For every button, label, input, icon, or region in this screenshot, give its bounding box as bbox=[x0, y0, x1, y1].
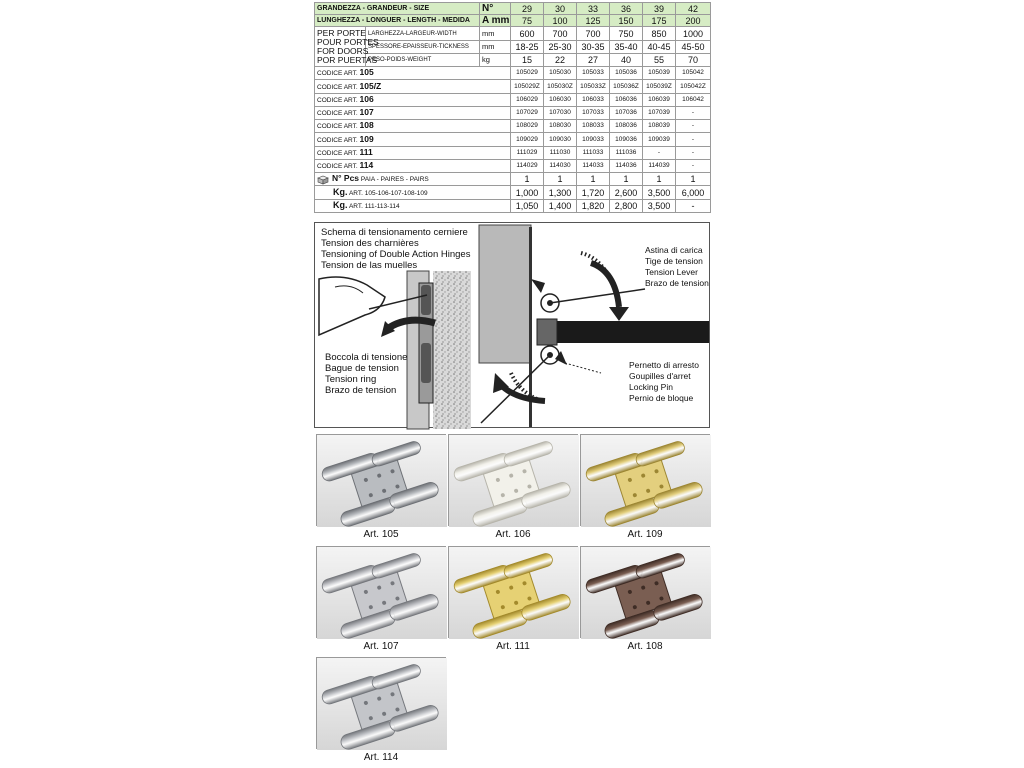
door-spec-value: 700 bbox=[544, 27, 577, 40]
size-row bbox=[315, 3, 711, 15]
weight-row bbox=[315, 199, 711, 212]
locking-pin-label: Pernetto di arresto Goupilles d'arret Locking Pin Pernio de bloque bbox=[629, 360, 699, 403]
code-value: 109030 bbox=[544, 133, 577, 146]
code-value: 105039Z bbox=[643, 80, 676, 93]
code-value: 109029 bbox=[511, 133, 544, 146]
door-spec-row bbox=[315, 40, 711, 53]
code-value: 108030 bbox=[544, 120, 577, 133]
code-row bbox=[315, 120, 711, 133]
code-value: 107036 bbox=[610, 106, 643, 119]
size-unit: N° bbox=[480, 3, 511, 15]
weight-label: Kg. ART. 105-106-107-108-109 bbox=[315, 186, 511, 199]
code-label: CODICE ART. 109 bbox=[315, 133, 511, 146]
code-label: CODICE ART. 106 bbox=[315, 93, 511, 106]
weight-value: - bbox=[676, 199, 711, 212]
code-label: CODICE ART. 107 bbox=[315, 106, 511, 119]
code-value: 106039 bbox=[643, 93, 676, 106]
door-spec-value: 55 bbox=[643, 53, 676, 66]
code-row bbox=[315, 133, 711, 146]
code-value: 105033Z bbox=[577, 80, 610, 93]
door-spec-row bbox=[315, 27, 711, 40]
product-photo bbox=[448, 546, 578, 638]
pcs-value: 1 bbox=[544, 173, 577, 186]
code-value: 111036 bbox=[610, 146, 643, 159]
code-value: 111029 bbox=[511, 146, 544, 159]
code-value: 106033 bbox=[577, 93, 610, 106]
code-label: CODICE ART. 108 bbox=[315, 120, 511, 133]
code-label: CODICE ART. 111 bbox=[315, 146, 511, 159]
door-spec-value: 700 bbox=[577, 27, 610, 40]
spec-table-body bbox=[315, 3, 711, 213]
code-value: 107030 bbox=[544, 106, 577, 119]
door-spec-value: 45-50 bbox=[676, 40, 711, 53]
product-photo bbox=[316, 546, 446, 638]
code-value: 105029Z bbox=[511, 80, 544, 93]
code-value: 114030 bbox=[544, 159, 577, 172]
code-value: - bbox=[676, 120, 711, 133]
size-value: 42 bbox=[676, 3, 711, 15]
code-row bbox=[315, 106, 711, 119]
code-value: 109036 bbox=[610, 133, 643, 146]
door-spec-value: 850 bbox=[643, 27, 676, 40]
hinge-image bbox=[449, 547, 579, 639]
weight-value: 1,050 bbox=[511, 199, 544, 212]
diagram-title: Schema di tensionamento cerniere Tension des charnières Tensioning of Double Action Hinges Tension de las muelles bbox=[321, 227, 471, 271]
code-value: 105042 bbox=[676, 67, 711, 80]
door-spec-value: 40-45 bbox=[643, 40, 676, 53]
product-photo bbox=[580, 434, 710, 526]
door-spec-label: SPESSORE-EPAISSEUR-TICKNESS bbox=[366, 40, 480, 53]
pcs-value: 1 bbox=[577, 173, 610, 186]
code-value: 105036 bbox=[610, 67, 643, 80]
door-spec-unit: kg bbox=[480, 53, 511, 66]
code-value: 109039 bbox=[643, 133, 676, 146]
code-value: 114039 bbox=[643, 159, 676, 172]
door-spec-value: 70 bbox=[676, 53, 711, 66]
code-value: 108033 bbox=[577, 120, 610, 133]
product-caption: Art. 107 bbox=[363, 641, 399, 652]
code-value: 105030 bbox=[544, 67, 577, 80]
door-spec-row bbox=[315, 53, 711, 66]
door-spec-value: 600 bbox=[511, 27, 544, 40]
hinge-image bbox=[581, 547, 711, 639]
pcs-value: 1 bbox=[511, 173, 544, 186]
pcs-value: 1 bbox=[643, 173, 676, 186]
code-value: 106042 bbox=[676, 93, 711, 106]
weight-value: 1,000 bbox=[511, 186, 544, 199]
weight-value: 2,600 bbox=[610, 186, 643, 199]
door-spec-unit: mm bbox=[480, 40, 511, 53]
pcs-value: 1 bbox=[676, 173, 711, 186]
code-label: CODICE ART. 114 bbox=[315, 159, 511, 172]
code-value: 108029 bbox=[511, 120, 544, 133]
length-label: LUNGHEZZA - LONGUER - LENGTH - MEDIDA bbox=[315, 15, 480, 27]
pcs-label: N° Pcs PAIA - PAIRES - PAIRS bbox=[315, 173, 511, 186]
weight-value: 3,500 bbox=[643, 199, 676, 212]
door-spec-value: 27 bbox=[577, 53, 610, 66]
code-value: - bbox=[643, 146, 676, 159]
product-photo bbox=[448, 434, 578, 526]
door-spec-value: 22 bbox=[544, 53, 577, 66]
code-value: 111033 bbox=[577, 146, 610, 159]
hinge-image bbox=[449, 435, 579, 527]
product-caption: Art. 114 bbox=[363, 752, 399, 763]
size-value: 30 bbox=[544, 3, 577, 15]
code-row bbox=[315, 93, 711, 106]
length-row bbox=[315, 15, 711, 27]
code-value: 105039 bbox=[643, 67, 676, 80]
door-spec-unit: mm bbox=[480, 27, 511, 40]
product-caption: Art. 106 bbox=[495, 529, 531, 540]
code-value: 107039 bbox=[643, 106, 676, 119]
weight-value: 1,300 bbox=[544, 186, 577, 199]
weight-value: 3,500 bbox=[643, 186, 676, 199]
code-value: 114036 bbox=[610, 159, 643, 172]
tension-lever-label: Astina di carica Tige de tension Tension Lever Brazo de tension bbox=[645, 245, 709, 288]
tensioning-diagram bbox=[314, 222, 710, 428]
door-spec-label: PESO-POIDS-WEIGHT bbox=[366, 53, 480, 66]
weight-row bbox=[315, 186, 711, 199]
code-value: 108039 bbox=[643, 120, 676, 133]
weight-value: 1,820 bbox=[577, 199, 610, 212]
product-photo bbox=[580, 546, 710, 638]
hinge-image bbox=[317, 547, 447, 639]
door-spec-value: 40 bbox=[610, 53, 643, 66]
code-value: 105036Z bbox=[610, 80, 643, 93]
product-caption: Art. 109 bbox=[627, 529, 663, 540]
code-value: 105030Z bbox=[544, 80, 577, 93]
code-row bbox=[315, 80, 711, 93]
code-row bbox=[315, 146, 711, 159]
weight-label: Kg. ART. 111-113-114 bbox=[315, 199, 511, 212]
size-value: 36 bbox=[610, 3, 643, 15]
door-spec-value: 25-30 bbox=[544, 40, 577, 53]
length-value: 150 bbox=[610, 15, 643, 27]
code-value: 108036 bbox=[610, 120, 643, 133]
code-value: 107033 bbox=[577, 106, 610, 119]
door-spec-value: 750 bbox=[610, 27, 643, 40]
length-value: 125 bbox=[577, 15, 610, 27]
product-photo bbox=[316, 657, 446, 749]
code-value: 114033 bbox=[577, 159, 610, 172]
length-value: 75 bbox=[511, 15, 544, 27]
code-value: 107029 bbox=[511, 106, 544, 119]
product-caption: Art. 111 bbox=[496, 641, 530, 652]
code-value: 105033 bbox=[577, 67, 610, 80]
code-value: 105042Z bbox=[676, 80, 711, 93]
spec-table bbox=[314, 2, 711, 213]
weight-value: 1,720 bbox=[577, 186, 610, 199]
code-value: 111030 bbox=[544, 146, 577, 159]
code-value: 114029 bbox=[511, 159, 544, 172]
size-value: 33 bbox=[577, 3, 610, 15]
code-value: 105029 bbox=[511, 67, 544, 80]
hinge-image bbox=[581, 435, 711, 527]
length-value: 175 bbox=[643, 15, 676, 27]
door-spec-label: LARGHEZZA-LARGEUR-WIDTH bbox=[366, 27, 480, 40]
weight-value: 2,800 bbox=[610, 199, 643, 212]
size-value: 39 bbox=[643, 3, 676, 15]
code-value: 106030 bbox=[544, 93, 577, 106]
code-value: - bbox=[676, 106, 711, 119]
product-caption: Art. 108 bbox=[627, 641, 663, 652]
door-spec-value: 1000 bbox=[676, 27, 711, 40]
code-value: - bbox=[676, 159, 711, 172]
door-label: PER PORTE POUR PORTES FOR DOORS POR PUERTAS bbox=[315, 27, 366, 67]
weight-value: 6,000 bbox=[676, 186, 711, 199]
hinge-image bbox=[317, 658, 447, 750]
code-row bbox=[315, 67, 711, 80]
code-value: 109033 bbox=[577, 133, 610, 146]
length-unit: A mm bbox=[480, 15, 511, 27]
code-value: 106029 bbox=[511, 93, 544, 106]
pcs-value: 1 bbox=[610, 173, 643, 186]
size-label: GRANDEZZA - GRANDEUR - SIZE bbox=[315, 3, 480, 15]
door-spec-value: 18-25 bbox=[511, 40, 544, 53]
code-value: - bbox=[676, 146, 711, 159]
code-value: 106036 bbox=[610, 93, 643, 106]
pcs-row bbox=[315, 173, 711, 186]
code-label: CODICE ART. 105 bbox=[315, 67, 511, 80]
code-label: CODICE ART. 105/Z bbox=[315, 80, 511, 93]
code-row bbox=[315, 159, 711, 172]
door-spec-value: 15 bbox=[511, 53, 544, 66]
length-value: 100 bbox=[544, 15, 577, 27]
door-spec-value: 35-40 bbox=[610, 40, 643, 53]
door-spec-value: 30-35 bbox=[577, 40, 610, 53]
product-photo bbox=[316, 434, 446, 526]
weight-value: 1,400 bbox=[544, 199, 577, 212]
tension-ring-label: Boccola di tensione Bague de tension Tension ring Brazo de tension bbox=[325, 352, 408, 396]
hinge-image bbox=[317, 435, 447, 527]
size-value: 29 bbox=[511, 3, 544, 15]
product-caption: Art. 105 bbox=[363, 529, 399, 540]
box-icon bbox=[317, 175, 329, 185]
length-value: 200 bbox=[676, 15, 711, 27]
code-value: - bbox=[676, 133, 711, 146]
